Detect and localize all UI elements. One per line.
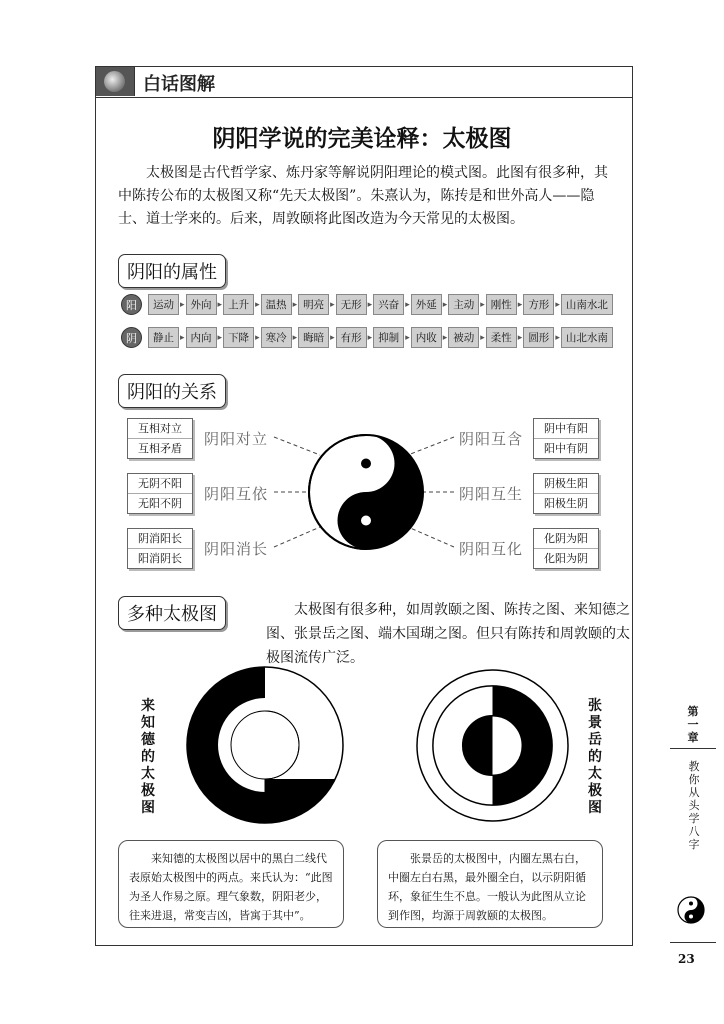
arrow-icon: ▸ [180, 332, 185, 343]
relation-waxwane-label: 阴阳消长 [204, 540, 269, 558]
yang-row-cell: 温热 [261, 294, 292, 315]
arrow-icon: ▸ [180, 299, 185, 310]
zhangjingyue-taiji-diagram [415, 668, 570, 823]
relation-interdependence-box: 无阴不阳 无阳不阴 [127, 473, 193, 514]
relation-waxwane-box: 阴消阳长 阳消阴长 [127, 528, 193, 569]
yang-row-cell: 上升 [223, 294, 254, 315]
section-heading-attributes: 阴阳的属性 [118, 254, 226, 288]
yang-row-cell: 外延 [411, 294, 442, 315]
arrow-icon: ▸ [442, 332, 448, 343]
yin-row-cell: 下降 [223, 327, 254, 348]
yin-row-label: 阴 [121, 327, 142, 348]
yin-row-cell: 圆形 [523, 327, 554, 348]
yin-row-cell: 晦暗 [298, 327, 329, 348]
yang-row-cell: 山南水北 [561, 294, 613, 315]
yin-row-cell: 有形 [336, 327, 367, 348]
yang-row-cell: 明亮 [298, 294, 329, 315]
yin-row-cell: 被动 [448, 327, 479, 348]
arrow-icon: ▸ [555, 332, 560, 343]
intro-paragraph: 太极图是古代哲学家、炼丹家等解说阴阳理论的模式图。此图有很多种，其中陈抟公布的太极图又称“先天太极图”。朱熹认为，陈抟是和世外高人——隐士、道士学来的。后来，周敦颐将此图改造为今天常见的太极图。 [118, 165, 608, 227]
arrow-icon: ▸ [217, 332, 223, 343]
yang-row-cell: 方形 [523, 294, 554, 315]
arrow-icon: ▸ [330, 299, 335, 310]
yang-row-cell: 无形 [336, 294, 367, 315]
relation-interdependence-label: 阴阳互依 [204, 485, 269, 503]
arrow-icon: ▸ [480, 332, 485, 343]
sidebar-book-title: 教 你 从 头 学 八 字 [688, 760, 700, 851]
arrow-icon: ▸ [292, 299, 298, 310]
yang-row-label: 阳 [121, 294, 142, 315]
relation-opposition-box: 互相对立 互相矛盾 [127, 418, 193, 459]
laizhide-taiji-diagram [170, 665, 360, 825]
yin-row-cell: 寒冷 [261, 327, 292, 348]
relation-inclusion-label: 阴阳互含 [459, 430, 524, 448]
relation-mutual-generation-box: 阴极生阳 阳极生阴 [533, 473, 599, 514]
zhangjingyue-caption: 张景岳的太极图中，内圈左黑右白，中圈左白右黑，最外圈全白，以示阴阳循环，象征生生不息。一般认为此图从立论到作图，均源于周敦颐的太极图。 [377, 840, 603, 928]
section-heading-relations: 阴阳的关系 [118, 374, 226, 408]
yin-row-cell: 内向 [186, 327, 217, 348]
yang-row-cell: 兴奋 [373, 294, 404, 315]
yin-row-cell: 内收 [411, 327, 442, 348]
relation-transformation-label: 阴阳互化 [459, 540, 524, 558]
yang-row-cell: 运动 [148, 294, 179, 315]
yang-row-cell: 主动 [448, 294, 479, 315]
arrow-icon: ▸ [517, 332, 523, 343]
arrow-icon: ▸ [330, 332, 335, 343]
yang-row-cell: 外向 [186, 294, 217, 315]
arrow-icon: ▸ [442, 299, 448, 310]
relation-opposition-label: 阴阳对立 [204, 430, 269, 448]
yin-row-cell: 抑制 [373, 327, 404, 348]
arrow-icon: ▸ [255, 299, 260, 310]
types-paragraph: 太极图有很多种，如周敦颐之图、陈抟之图、来知德之图、张景岳之图、端木国瑚之图。但只有陈抟和周敦颐的太极图流传广泛。 [266, 602, 630, 666]
relation-mutual-generation-label: 阴阳互生 [459, 485, 524, 503]
sidebar-rule-top [670, 748, 716, 749]
page-number: 23 [678, 952, 695, 966]
arrow-icon: ▸ [555, 299, 560, 310]
arrow-icon: ▸ [405, 332, 410, 343]
arrow-icon: ▸ [292, 332, 298, 343]
chapter-label: 第 一 章 [687, 705, 699, 744]
laizhide-caption: 来知德的太极图以居中的黑白二线代表原始太极图中的两点。来氏认为：“此图为圣人作易之原。理气象数，阴阳老少，往来进退，常变吉凶，皆寓于其中”。 [118, 840, 344, 928]
laizhide-diagram-title: 来 知 德 的 太 极 图 [141, 698, 155, 816]
section-heading-types: 多种太极图 [118, 596, 226, 630]
yin-row-cell: 山北水南 [561, 327, 613, 348]
zhangjingyue-diagram-title: 张 景 岳 的 太 极 图 [588, 698, 602, 816]
arrow-icon: ▸ [217, 299, 223, 310]
yinyang-icon [676, 895, 706, 925]
yin-row-cell: 柔性 [486, 327, 517, 348]
arrow-icon: ▸ [367, 299, 373, 310]
arrow-icon: ▸ [405, 299, 410, 310]
arrow-icon: ▸ [480, 299, 485, 310]
yang-row-cell: 刚性 [486, 294, 517, 315]
sidebar-rule-bottom [670, 942, 716, 943]
arrow-icon: ▸ [255, 332, 260, 343]
taiji-yinyang-icon [307, 433, 425, 551]
banner-title: 白话图解 [143, 74, 215, 95]
relation-inclusion-box: 阴中有阳 阳中有阴 [533, 418, 599, 459]
yin-row-cell: 静止 [148, 327, 179, 348]
article-title: 阴阳学说的完美诠释：太极图 [212, 126, 512, 152]
relation-transformation-box: 化阴为阳 化阳为阴 [533, 528, 599, 569]
arrow-icon: ▸ [517, 299, 523, 310]
arrow-icon: ▸ [367, 332, 373, 343]
